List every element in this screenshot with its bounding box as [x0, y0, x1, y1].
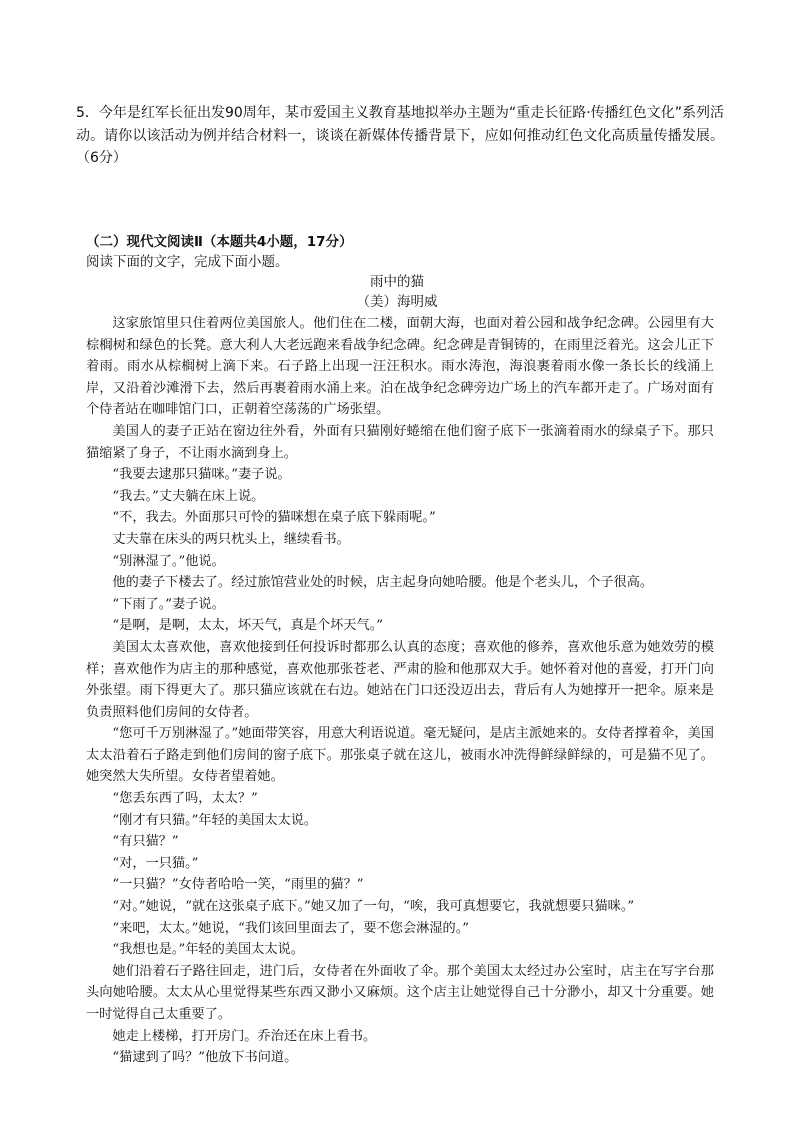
story-paragraph: 这家旅馆里只住着两位美国旅人。他们住在二楼，面朝大海，也面对着公园和战争纪念碑。公园里有大棕榈树和绿色的长凳。意大利人大老远跑来看战争纪念碑。纪念碑是青铜铸的，在雨里泛着光。这会儿正下着雨。雨水从棕榈树上滴下来。石子路上出现一汪汪积水。雨水涛泡，海浪裹着雨水像一条长长的线涌上岸，又沿着沙滩滑下去，然后再裹着雨水涌上来。泊在战争纪念碑旁边广场上的汽车都开走了。广场对面有个侍者站在咖啡馆门口，正朝着空荡荡的广场张望。: [86, 316, 714, 418]
story-paragraph: “您可千万别淋湿了。”她面带笑容，用意大利语说道。毫无疑问，是店主派她来的。女侍者撑着伞，美国太太沿着石子路走到他们房间的窗子底下。那张桌子就在这儿，被雨水冲洗得鲜绿鲜绿的，可是猫不见了。她突然大失所望。女侍者望着她。: [86, 726, 714, 785]
story-paragraph: “对。”她说，“就在这张桌子底下。”她又加了一句，“唉，我可真想要它，我就想要只猫咪。”: [112, 899, 635, 915]
story-paragraph: “我想也是。”年轻的美国太太说。: [112, 942, 304, 958]
section-instruction: 阅读下面的文字，完成下面小题。: [86, 254, 289, 270]
story-paragraph: “来吧，太太。”她说，“我们该回里面去了，要不您会淋湿的。”: [112, 920, 470, 936]
story-paragraph: 美国人的妻子正站在窗边往外看，外面有只猫刚好蜷缩在他们窗子底下一张滴着雨水的绿桌子下。那只猫缩紧了身子，不让雨水滴到身上。: [86, 423, 714, 461]
story-paragraph: “是啊，是啊，太太，坏天气，真是个坏天气。”: [112, 618, 384, 634]
story-paragraph: “我要去逮那只猫咪。”妻子说。: [112, 467, 291, 483]
story-paragraph: “一只猫？”女侍者哈哈一笑，“雨里的猫？”: [112, 877, 364, 893]
story-paragraph: “下雨了。”妻子说。: [112, 596, 225, 612]
story-body: [86, 313, 714, 1069]
story-paragraph: 她走上楼梯，打开房门。乔治还在床上看书。: [112, 1028, 377, 1044]
story-paragraph: “别淋湿了。”他说。: [112, 553, 225, 569]
story-paragraph: “我去。”丈夫躺在床上说。: [112, 488, 265, 504]
section-title: （二）现代文阅读Ⅱ（本题共4小题，17分）: [86, 234, 353, 250]
story-paragraph: “猫逮到了吗？”他放下书问道。: [112, 1050, 298, 1066]
story-paragraph: “刚才有只猫。”年轻的美国太太说。: [112, 812, 318, 828]
story-paragraph: “您丢东西了吗，太太？”: [112, 791, 258, 807]
story-paragraph: “对，一只猫。”: [112, 855, 199, 871]
story-paragraph: “有只猫？”: [112, 834, 179, 850]
story-author: （美）海明威: [356, 294, 438, 310]
story-paragraph: “不，我去。外面那只可怜的猫咪想在桌子底下躲雨呢。”: [112, 510, 436, 526]
story-paragraph: 她们沿着石子路往回走，进门后，女侍者在外面收了伞。那个美国太太经过办公室时，店主在写字台那头向她哈腰。太太从心里觉得某些东西又渺小又麻烦。这个店主让她觉得自己十分渺小，却又十分重要。她一时觉得自己太重要了。: [86, 963, 714, 1022]
story-paragraph: 美国太太喜欢他，喜欢他接到任何投诉时都那么认真的态度；喜欢他的修养，喜欢他乐意为她效劳的模样；喜欢他作为店主的那种感觉，喜欢他那张苍老、严肃的脸和他那双大手。她怀着对他的喜爱，打开门向外张望。雨下得更大了。那只猫应该就在右边。她站在门口还没迈出去，背后有人为她撑开一把伞。原来是负责照料他们房间的女侍者。: [86, 639, 714, 720]
story-paragraph: 他的妻子下楼去了。经过旅馆营业处的时候，店主起身向她哈腰。他是个老头儿，个子很高。: [112, 575, 654, 591]
question-5-text: 5．今年是红军长征出发90周年，某市爱国主义教育基地拟举办主题为“重走长征路·传播红色文化”系列活动。请你以该活动为例并结合材料一，谈谈在新媒体传播背景下，应如何推动红色文化高质量传播发展。（6分）: [76, 105, 724, 166]
story-title: 雨中的猫: [370, 274, 424, 290]
story-paragraph: 丈夫靠在床头的两只枕头上，继续看书。: [112, 531, 350, 547]
